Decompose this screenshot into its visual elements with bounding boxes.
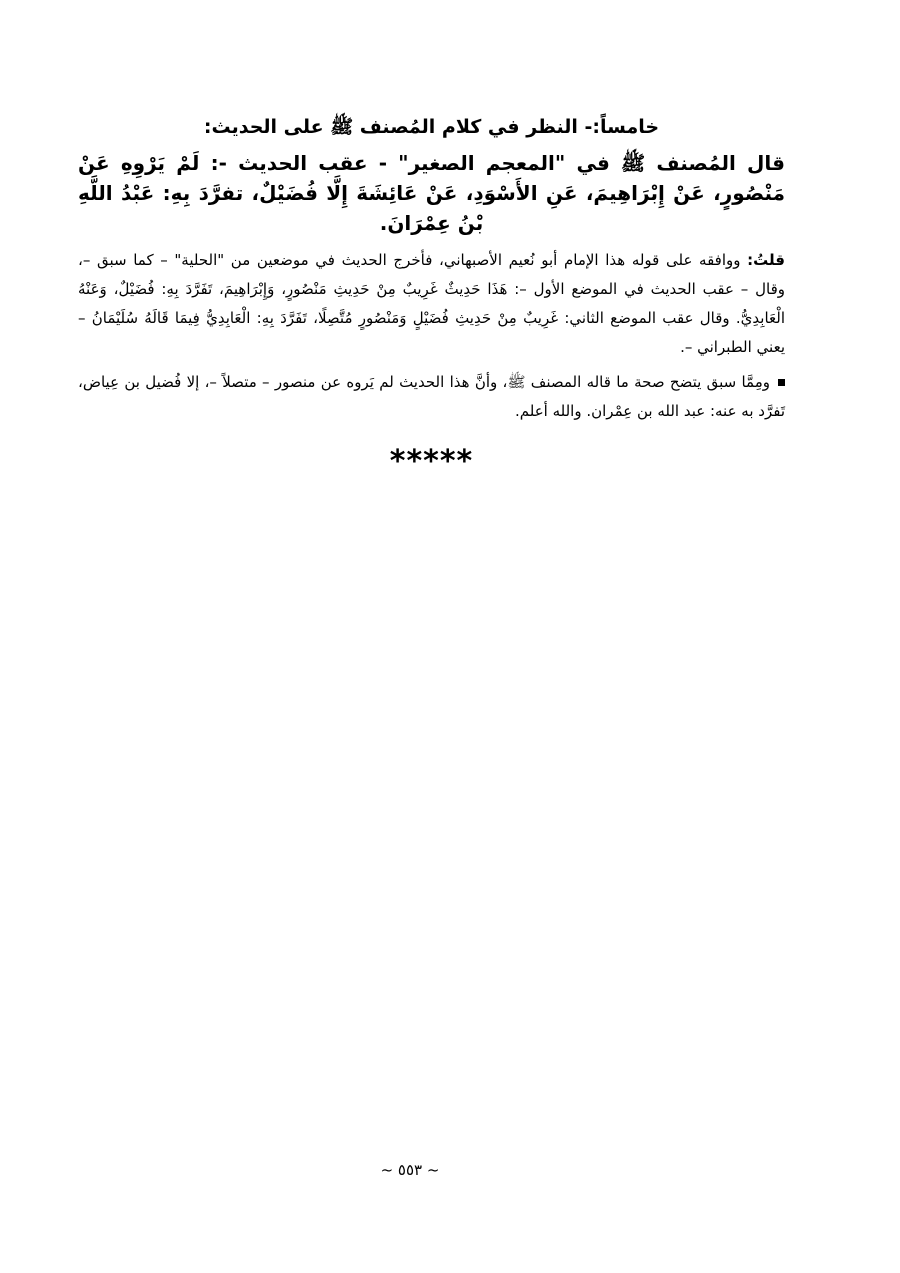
section-separator: ***** xyxy=(389,444,474,479)
square-bullet-icon xyxy=(778,379,785,386)
section-heading: خامساً:- النظر في كلام المُصنف ﷺ على الحديث: xyxy=(203,116,660,138)
page-number: ~ ٥٥٣ ~ xyxy=(380,1161,440,1179)
author-quote: قال المُصنف ﷺ في "المعجم الصغير" - عقب الحديث -: لَمْ يَرْوِهِ عَنْ مَنْصُورٍ، عَنْ إِبْرَاهِيمَ، عَنِ الأَسْوَدِ، عَنْ عَائِشَةَ إِلَّا فُضَيْلٌ، تفرَّدَ بِهِ: عَبْدُ اللَّهِ بْنُ عِمْرَانَ. xyxy=(78,151,785,235)
conclusion-paragraph xyxy=(78,368,785,426)
commentary-text: ووافقه على قوله هذا الإمام أبو نُعيم الأصبهاني، فأخرج الحديث في موضعين من "الحلية" – كما سبق –، وقال – عقب الحديث في الموضع الأول –: هَذَا حَدِيثٌ غَرِيبٌ مِنْ حَدِيثِ مَنْصُورٍ، وَإِبْرَاهِيمَ، تَفَرَّدَ بِهِ: فُضَيْلٌ، وَعَنْهُ الْعَابِدِيُّ. وقال عقب الموضع الثاني: غَرِيبٌ مِنْ حَدِيثِ فُضَيْلٍ وَمَنْصُورٍ مُتَّصِلًا، تَفَرَّدَ بِهِ: الْعَابِدِيُّ فِيمَا قَالَهُ سُلَيْمَانُ – يعني الطبراني –. xyxy=(78,251,785,356)
conclusion-text: ومِمَّا سبق يتضح صحة ما قاله المصنف ﷺ، وأنَّ هذا الحديث لم يَروه عن منصور – متصلاً –، إلا فُضيل بن عِياض، تَفرَّد به عنه: عبد الله بن عِمْران. والله أعلم. xyxy=(78,373,785,420)
commentary-lead: قلتُ: xyxy=(747,251,785,269)
page-content xyxy=(78,112,785,479)
commentary-paragraph xyxy=(78,246,785,362)
